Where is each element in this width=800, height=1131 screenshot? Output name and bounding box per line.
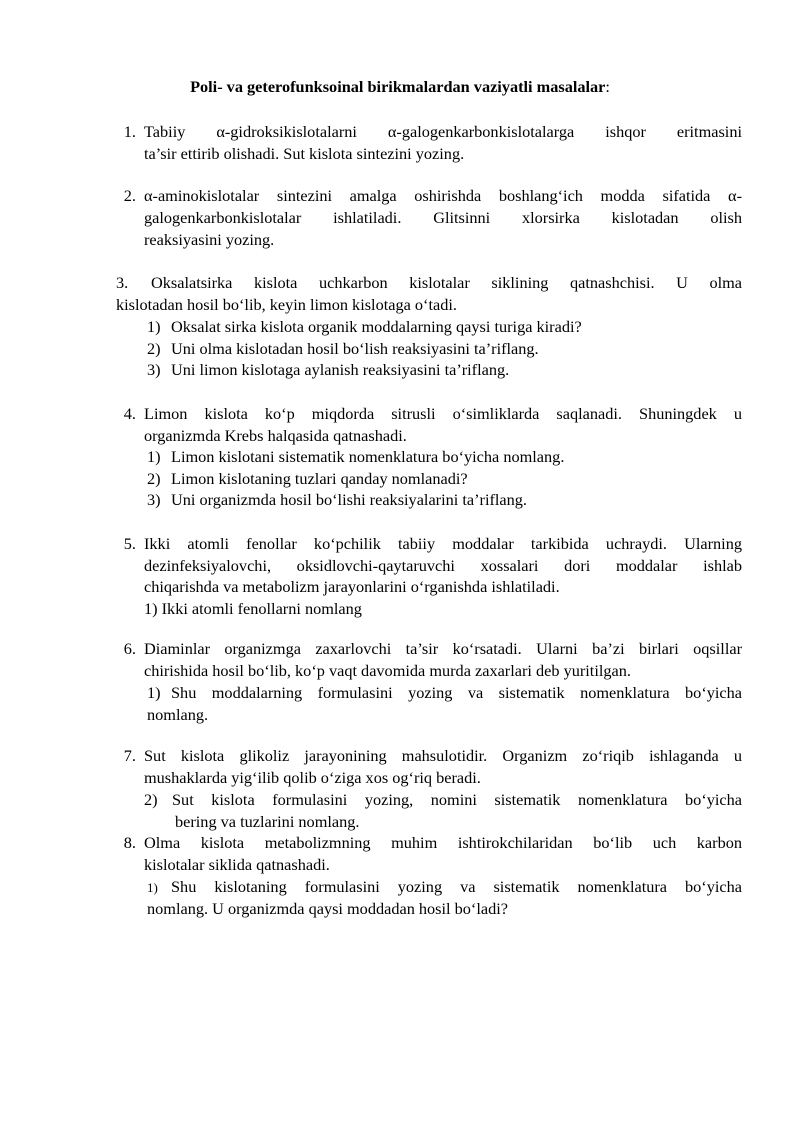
question-text-line: Ikki atomli fenollar ko‘pchilik tabiiy moddalar tarkibida uchraydi. Ularning: [144, 534, 742, 553]
question-text-line: kislotadan hosil bo‘lib, keyin limon kislotaga o‘tadi.: [116, 295, 457, 314]
sub-question-text: Uni olma kislotadan hosil bo‘lish reaksiyasini ta’riflang.: [171, 339, 539, 358]
question-text-line: Diaminlar organizmga zaxarlovchi ta’sir ko‘rsatadi. Ularni ba’zi birlari oqsillar: [144, 639, 742, 658]
question-text-line: Olma kislota metabolizmning muhim ishtirokchilaridan bo‘lib uch karbon: [144, 833, 742, 852]
question-text-line: chirishida hosil bo‘lib, ko‘p vaqt davomida murda zaxarlari deb yuritilgan.: [144, 661, 631, 680]
question-number: 5.: [123, 534, 136, 553]
question-text-line: organizmda Krebs halqasida qatnashadi.: [144, 426, 407, 445]
page-title: Poli- va geterofunksoinal birikmalardan vaziyatli masalalar:: [190, 77, 610, 96]
sub-question-text: Uni organizmda hosil bo‘lishi reaksiyalarini ta’riflang.: [171, 490, 527, 509]
sub-question-text: nomlang.: [147, 705, 209, 724]
sub-question-text: Sut kislota formulasini yozing, nomini sistematik nomenklatura bo‘yicha: [172, 790, 742, 809]
question-number: 3.: [116, 273, 129, 292]
sub-question-text: nomlang. U organizmda qaysi moddadan hosil bo‘ladi?: [147, 899, 508, 918]
question-text-line: chiqarishda va metabolizm jarayonlarini o‘rganishda ishlatiladi.: [144, 577, 560, 596]
question-text-line: galogenkarbonkislotalar ishlatiladi. Glitsinni xlorsirka kislotadan olish: [144, 208, 742, 227]
question-number: 7.: [123, 746, 136, 765]
sub-question-number: 2): [144, 790, 158, 809]
sub-question-number: 3): [147, 360, 161, 379]
sub-question-number: 1): [147, 447, 161, 466]
sub-question-text: Uni limon kislotaga aylanish reaksiyasini ta’riflang.: [171, 360, 510, 379]
question-number: 8.: [123, 833, 136, 852]
sub-question-number: 2): [147, 469, 161, 488]
sub-question-text: Limon kislotaning tuzlari qanday nomlanadi?: [171, 469, 468, 488]
question-text-line: kislotalar siklida qatnashadi.: [144, 855, 330, 874]
sub-question-number: 2): [147, 339, 161, 358]
question-number: 1.: [123, 122, 136, 141]
question-text-line: Sut kislota glikoliz jarayonining mahsulotidir. Organizm zo‘riqib ishlaganda u: [144, 746, 742, 765]
sub-question-number: 3): [147, 490, 161, 509]
question-number: 4.: [123, 404, 136, 423]
question-text-line: ta’sir ettirib olishadi. Sut kislota sintezini yozing.: [144, 144, 465, 163]
question-text-line: mushaklarda yig‘ilib qolib o‘ziga xos og‘riq beradi.: [144, 768, 481, 787]
question-number: 2.: [123, 186, 136, 205]
sub-question-number: 1): [147, 317, 161, 336]
question-text-line: Oksalatsirka kislota uchkarbon kislotalar siklining qatnashchisi. U olma: [151, 273, 742, 292]
sub-question-text: bering va tuzlarini nomlang.: [175, 812, 360, 831]
sub-question-text: Shu kislotaning formulasini yozing va sistematik nomenklatura bo‘yicha: [171, 877, 742, 896]
question-text-line: Tabiiy α-gidroksikislotalarni α-galogenkarbonkislotalarga ishqor eritmasini: [144, 122, 742, 141]
question-text-line: Limon kislota ko‘p miqdorda sitrusli o‘simliklarda saqlanadi. Shuningdek u: [144, 404, 742, 423]
question-text-line: dezinfeksiyalovchi, oksidlovchi-qaytaruvchi xossalari dori moddalar ishlab: [144, 556, 742, 575]
sub-question-text: Shu moddalarning formulasini yozing va sistematik nomenklatura bo‘yicha: [171, 683, 742, 702]
sub-question-text: Limon kislotani sistematik nomenklatura bo‘yicha nomlang.: [171, 447, 565, 466]
question-number: 6.: [123, 639, 136, 658]
question-text-line: reaksiyasini yozing.: [144, 230, 275, 249]
sub-question-number: 1): [147, 683, 161, 702]
sub-question-text: Oksalat sirka kislota organik moddalarning qaysi turiga kiradi?: [171, 317, 582, 336]
sub-question-text: 1) Ikki atomli fenollarni nomlang: [144, 599, 362, 618]
question-text-line: α-aminokislotalar sintezini amalga oshirishda boshlang‘ich modda sifatida α-: [144, 186, 742, 205]
sub-question-number: 1): [147, 880, 158, 895]
